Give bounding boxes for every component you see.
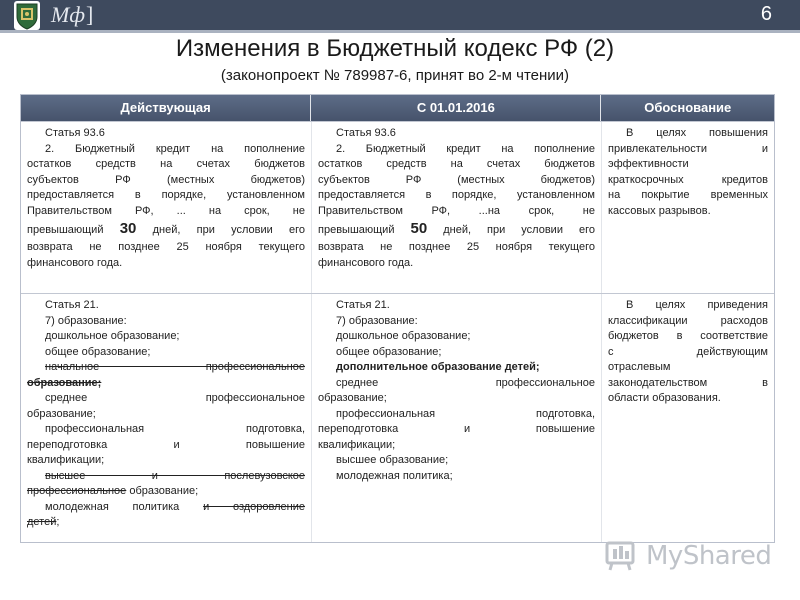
text-line: 2. Бюджетный кредит на пополнение xyxy=(336,142,595,155)
brand-mark xyxy=(51,2,93,28)
text-line: остатков средств на счетах бюджетов xyxy=(27,158,305,170)
article-title: Статья 21. xyxy=(336,299,390,311)
table-row xyxy=(21,121,774,293)
cell-new-education xyxy=(311,294,601,542)
text-line: 2. Бюджетный кредит на пополнение xyxy=(45,142,305,155)
text-line: законодательством в xyxy=(608,376,768,389)
text-line: В целях приведения xyxy=(626,299,768,311)
text-fragment: молодежная политика xyxy=(45,500,204,513)
added-text-line: дополнительное образование детей; xyxy=(336,361,540,373)
article-title: Статья 21. xyxy=(45,299,99,311)
text-line: профессиональная подготовка, xyxy=(45,423,305,435)
deleted-text: детей xyxy=(27,516,57,528)
cell-new-budget-credit xyxy=(311,122,601,293)
text-line: 7) образование: xyxy=(45,314,127,327)
text-fragment: превышающий xyxy=(27,224,120,236)
text-line xyxy=(27,500,305,516)
text-line: молодежная политика; xyxy=(336,469,453,482)
text-line: Правительством РФ, ...на срок, не xyxy=(318,204,595,217)
table-row xyxy=(21,293,774,542)
article-title: Статья 93.6 xyxy=(336,127,396,139)
text-line: общее образование; xyxy=(336,345,442,358)
text-line: финансового года. xyxy=(27,256,123,269)
text-line: профессиональная подготовка, xyxy=(336,407,595,420)
text-line: образование; xyxy=(318,392,387,404)
deleted-text: профессиональное xyxy=(27,485,127,497)
column-header-current: Действующая xyxy=(120,100,211,115)
text-line: предоставляется в порядке, установленном xyxy=(27,189,305,201)
text-line xyxy=(27,219,305,240)
cell-current-education xyxy=(21,294,311,542)
text-line: высшее образование; xyxy=(336,454,449,466)
slide-title: Изменения в Бюджетный кодекс РФ (2) xyxy=(175,35,615,62)
cell-current-budget-credit xyxy=(21,122,311,293)
term-days: 50 xyxy=(410,220,428,237)
deleted-text-line: образование; xyxy=(27,376,102,389)
text-line: дошкольное образование; xyxy=(336,330,471,342)
article-title: Статья 93.6 xyxy=(45,127,105,139)
text-line xyxy=(27,484,305,500)
text-line xyxy=(318,219,595,240)
myshared-logo-icon xyxy=(604,537,642,575)
slide-subtitle: (законопроект № 789987-6, принят во 2-м чтении) xyxy=(220,67,570,84)
text-line: финансового года. xyxy=(318,256,414,269)
text-line: квалификации; xyxy=(318,438,396,451)
text-fragment: ; xyxy=(56,516,60,528)
text-line: переподготовка и повышение xyxy=(318,423,595,435)
text-line: отраслевым xyxy=(608,361,671,373)
text-line: с действующим xyxy=(608,345,768,358)
term-days: 30 xyxy=(119,220,137,237)
text-line: классификации расходов xyxy=(608,314,768,327)
column-header-new: С 01.01.2016 xyxy=(310,95,600,121)
text-line: квалификации; xyxy=(27,454,105,466)
cell-reason-education xyxy=(601,294,774,542)
text-line: среднее профессиональное xyxy=(336,376,595,389)
text-line: возврата не позднее 25 ноября текущего xyxy=(318,241,595,253)
deleted-text: и оздоровление xyxy=(203,500,306,513)
slide-number: 6 xyxy=(760,3,772,25)
text-line: образование; xyxy=(27,407,96,420)
deleted-text-line: начальное профессиональное xyxy=(45,361,305,373)
text-line: предоставляется в порядке, установленном xyxy=(318,189,595,201)
brand-bracket: ] xyxy=(85,2,94,27)
top-bar xyxy=(0,0,800,33)
brand-text: Мф xyxy=(51,2,85,27)
text-line: среднее профессиональное xyxy=(45,392,305,404)
text-line: переподготовка и повышение xyxy=(27,438,305,451)
column-header-reason: Обоснование xyxy=(600,95,774,121)
text-fragment: дней, при условии его xyxy=(427,224,595,236)
text-line xyxy=(27,515,305,531)
cell-reason-budget-credit xyxy=(601,122,774,293)
text-fragment: образование; xyxy=(126,485,199,497)
text-fragment: превышающий xyxy=(318,224,411,236)
text-line: кассовых разрывов. xyxy=(608,204,711,217)
text-line: краткосрочных кредитов xyxy=(608,173,768,186)
text-line: бюджетов в соответствие xyxy=(608,330,768,342)
text-line: привлекательности и xyxy=(608,142,768,155)
myshared-watermark xyxy=(604,537,774,577)
text-line: на покрытие временных xyxy=(608,189,768,201)
text-line: возврата не позднее 25 ноября текущего xyxy=(27,241,305,253)
deleted-text-line: высшее и послевузовское xyxy=(45,469,305,482)
text-fragment: дней, при условии его xyxy=(136,224,305,236)
text-line: общее образование; xyxy=(45,345,151,358)
table-header xyxy=(21,95,774,121)
watermark-text: MyShared xyxy=(646,541,772,571)
text-line: В целях повышения xyxy=(626,127,768,139)
comparison-table xyxy=(20,94,775,543)
text-line: субъектов РФ (местных бюджетов) xyxy=(318,173,595,186)
text-line: остатков средств на счетах бюджетов xyxy=(318,158,595,170)
text-line: субъектов РФ (местных бюджетов) xyxy=(27,173,305,186)
text-line: дошкольное образование; xyxy=(45,330,180,342)
ministry-emblem-icon xyxy=(14,1,40,30)
text-line: области образования. xyxy=(608,392,721,404)
text-line: 7) образование: xyxy=(336,314,418,327)
text-line: Правительством РФ, ... на срок, не xyxy=(27,204,305,217)
text-line: эффективности xyxy=(608,158,689,170)
